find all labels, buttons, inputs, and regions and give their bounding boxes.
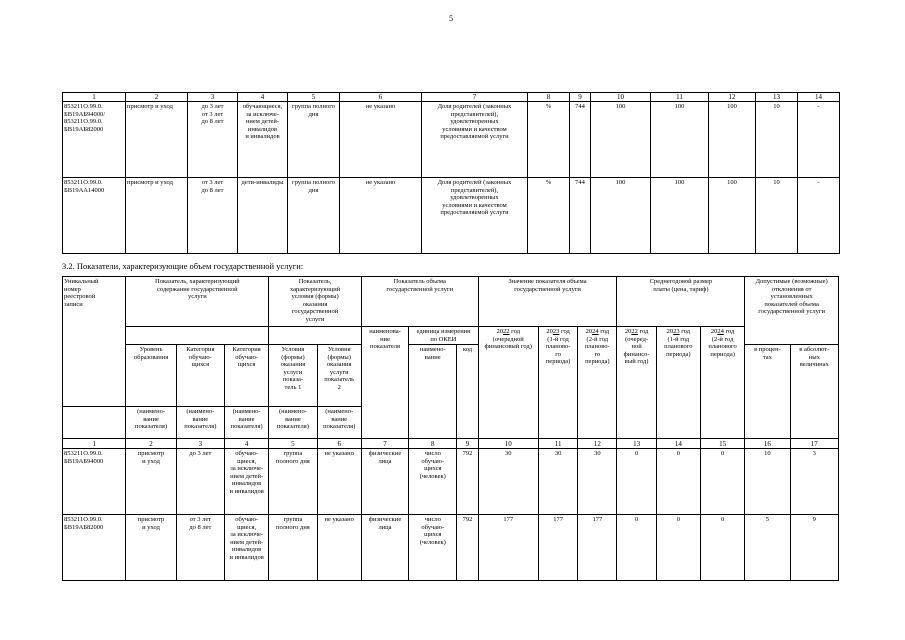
indicator-name-note: (наимено- вание показателя) [176, 407, 224, 439]
table-cell: 853211О.99.0. БВ19АБ82000 [63, 515, 126, 581]
table-cell: число обучаю- щихся (человек) [409, 449, 457, 515]
table-cell: присмотр и уход [126, 178, 188, 254]
table-cell: 100 [709, 102, 756, 178]
conditions-blank [269, 327, 362, 345]
column-number-cell: 13 [617, 439, 656, 449]
table-cell: 3 [790, 449, 838, 515]
column-number-cell: 2 [126, 93, 188, 102]
table-cell: не указано [340, 102, 422, 178]
condition-2-header: Условия (формы) оказания услуги показатель 2 [317, 345, 361, 407]
section-title: 3.2. Показатели, характеризующие объем государственной услуги: [62, 261, 304, 271]
volume-indicator-title: Показатель объема государственной услуги [386, 278, 454, 293]
student-category-2-header: Категория обучаю- щихся [225, 345, 269, 407]
deviation-header: Допустимые (возможные) отклонения от установленных показателей объема государственной услуги [745, 277, 839, 345]
table-cell: группа полного дня [288, 102, 340, 178]
column-number-cell: 6 [340, 93, 422, 102]
column-number-cell: 4 [238, 93, 288, 102]
table-cell: 100 [591, 102, 651, 178]
table-cell: % [528, 102, 570, 178]
deviation-percent-header: в процен- тах [745, 345, 790, 439]
table-cell: 10 [756, 102, 798, 178]
education-level-header: Уровень образования [126, 345, 176, 407]
table-row [63, 515, 839, 581]
table-cell: 30 [478, 449, 538, 515]
unique-number-header: Уникальный номер реестровой записи [63, 277, 126, 407]
year-2022-header: 2022 год (очередной финансовый год) [478, 327, 538, 439]
column-number-cell: 17 [790, 439, 838, 449]
table-cell: Доля родителей (законных представителей), удовлетворенных условиями и качеством предоставляемой услуги [422, 102, 528, 178]
table-cell: 100 [591, 178, 651, 254]
table-cell: 100 [709, 178, 756, 254]
table-cell: число обучаю- щихся (человек) [409, 515, 457, 581]
indicator-name-note: (наимено- вание показателя) [317, 407, 361, 439]
table-cell: 0 [617, 449, 656, 515]
column-number-cell: 11 [538, 439, 577, 449]
table-cell: 792 [457, 449, 478, 515]
column-number-cell: 1 [63, 93, 126, 102]
table-cell: не указано [317, 515, 361, 581]
table-cell: группа полного дня [269, 515, 317, 581]
unique-blank [63, 407, 126, 439]
table-cell: 744 [570, 178, 591, 254]
column-number-cell: 14 [656, 439, 700, 449]
table-cell: 30 [578, 449, 617, 515]
year-2023-header: 2023 год (1-й год планово- го периода) [538, 327, 577, 439]
price-2023-header: 2023 год (1-й год планового периода) [656, 327, 700, 439]
table-cell: 792 [457, 515, 478, 581]
table-row [63, 102, 840, 178]
indicator-name-note: (наимено- вание показателя) [126, 407, 176, 439]
volume-indicator-header [361, 277, 478, 327]
table-cell: 10 [745, 449, 790, 515]
table-cell: 0 [656, 515, 700, 581]
table-cell: до 3 лет [176, 449, 224, 515]
table-cell: 10 [756, 178, 798, 254]
table-cell: - [798, 102, 840, 178]
table-cell: не указано [317, 449, 361, 515]
table-cell: 30 [538, 449, 577, 515]
column-number-cell: 15 [700, 439, 744, 449]
table-cell: обучаю- щиеся, за исключе- нием детей- инвалидов и инвалидов [225, 449, 269, 515]
content-blank [126, 327, 269, 345]
table-cell: присмотр и уход [126, 102, 188, 178]
unit-code-header: код [457, 345, 478, 439]
column-number-cell: 9 [457, 439, 478, 449]
table-cell: 177 [538, 515, 577, 581]
column-number-cell: 5 [269, 439, 317, 449]
table-cell: 0 [656, 449, 700, 515]
table-cell: 5 [745, 515, 790, 581]
column-number-cell: 3 [176, 439, 224, 449]
table-cell: от 3 лет до 8 лет [188, 178, 238, 254]
column-number-cell: 1 [63, 439, 126, 449]
column-number-cell: 14 [798, 93, 840, 102]
table-cell: % [528, 178, 570, 254]
table-cell: от 3 лет до 8 лет [176, 515, 224, 581]
table-cell: 0 [700, 515, 744, 581]
quality-indicators-table [62, 92, 840, 254]
table-cell: не указано [340, 178, 422, 254]
column-number-cell: 8 [409, 439, 457, 449]
table-cell: группа полного дня [269, 449, 317, 515]
column-number-row [63, 439, 839, 449]
table-cell: 9 [790, 515, 838, 581]
table-cell: 0 [700, 449, 744, 515]
column-number-cell: 11 [651, 93, 709, 102]
table-cell: до 3 лет от 3 лет до 8 лет [188, 102, 238, 178]
column-number-cell: 16 [745, 439, 790, 449]
column-number-cell: 12 [578, 439, 617, 449]
conditions-indicator-header: Показатель, характеризующий условия (формы) оказания государственной услуги [269, 277, 362, 327]
table-cell: 100 [651, 102, 709, 178]
column-number-cell: 5 [288, 93, 340, 102]
indicator-name-note: (наимено- вание показателя) [225, 407, 269, 439]
table-cell: 177 [578, 515, 617, 581]
condition-1-header: Условия (формы) оказания услуги показа- тель 1 [269, 345, 317, 407]
year-2024-header: 2024 год (2-й год планово- го периода) [578, 327, 617, 439]
table-cell: группа полного дня [288, 178, 340, 254]
column-number-cell: 7 [361, 439, 408, 449]
page-number: 5 [449, 14, 453, 23]
table-cell: 853211О.99.0. БВ19АБ94000 [63, 449, 126, 515]
column-number-cell: 7 [422, 93, 528, 102]
table-cell: Доля родителей (законных представителей), удовлетворенных условиями и качеством предоставляемой услуги [422, 178, 528, 254]
column-number-cell: 4 [225, 439, 269, 449]
table-header-row [63, 93, 840, 102]
table-row [63, 449, 839, 515]
price-2024-header: 2024 год (2-й год планового периода) [700, 327, 744, 439]
column-number-cell: 6 [317, 439, 361, 449]
table-cell: 853211О.99.0. БВ19АА14000 [63, 178, 126, 254]
column-number-cell: 8 [528, 93, 570, 102]
student-category-header: Категория обучаю- щихся [176, 345, 224, 407]
price-2022-header: 2022 год (очеред- ной финансо- вый год) [617, 327, 656, 439]
indicator-name-note: (наимено- вание показателя) [269, 407, 317, 439]
table-cell: обучающиеся, за исключе- нием детей- инвалидов и инвалидов [238, 102, 288, 178]
deviation-absolute-header: в абсолют- ных величинах [790, 345, 838, 439]
column-number-cell: 2 [126, 439, 176, 449]
table-cell: обучаю- щиеся, за исключе- нием детей- инвалидов и инвалидов [225, 515, 269, 581]
table-cell: 100 [651, 178, 709, 254]
table-cell: 177 [478, 515, 538, 581]
table-cell: физические лица [361, 515, 408, 581]
column-number-cell: 9 [570, 93, 591, 102]
table-cell: 0 [617, 515, 656, 581]
volume-unit-header: единица измерения по ОКЕИ [409, 327, 478, 345]
unit-name-header: наимено- вание [409, 345, 457, 439]
table-cell: 853211О.99.0. БВ19АБ94000/ 853211О.99.0. БВ19АБ82000 [63, 102, 126, 178]
column-number-cell: 10 [591, 93, 651, 102]
column-number-cell: 12 [709, 93, 756, 102]
table-cell: присмотр и уход [126, 449, 176, 515]
table-cell: физические лица [361, 449, 408, 515]
price-header: Среднегодовой размер платы (цена, тариф) [617, 277, 745, 327]
column-number-cell: 3 [188, 93, 238, 102]
content-indicator-header: Показатель, характеризующий содержание государственной услуги [126, 277, 269, 327]
volume-indicators-table [62, 276, 839, 581]
table-row [63, 178, 840, 254]
table-cell: присмотр и уход [126, 515, 176, 581]
column-number-cell: 10 [478, 439, 538, 449]
table-cell: - [798, 178, 840, 254]
table-cell: 744 [570, 102, 591, 178]
volume-value-header: Значение показателя объема государственной услуги [478, 277, 617, 327]
column-number-cell: 13 [756, 93, 798, 102]
table-cell: дети-инвалиды [238, 178, 288, 254]
volume-name-header: наименова- ние показателя [361, 327, 408, 439]
